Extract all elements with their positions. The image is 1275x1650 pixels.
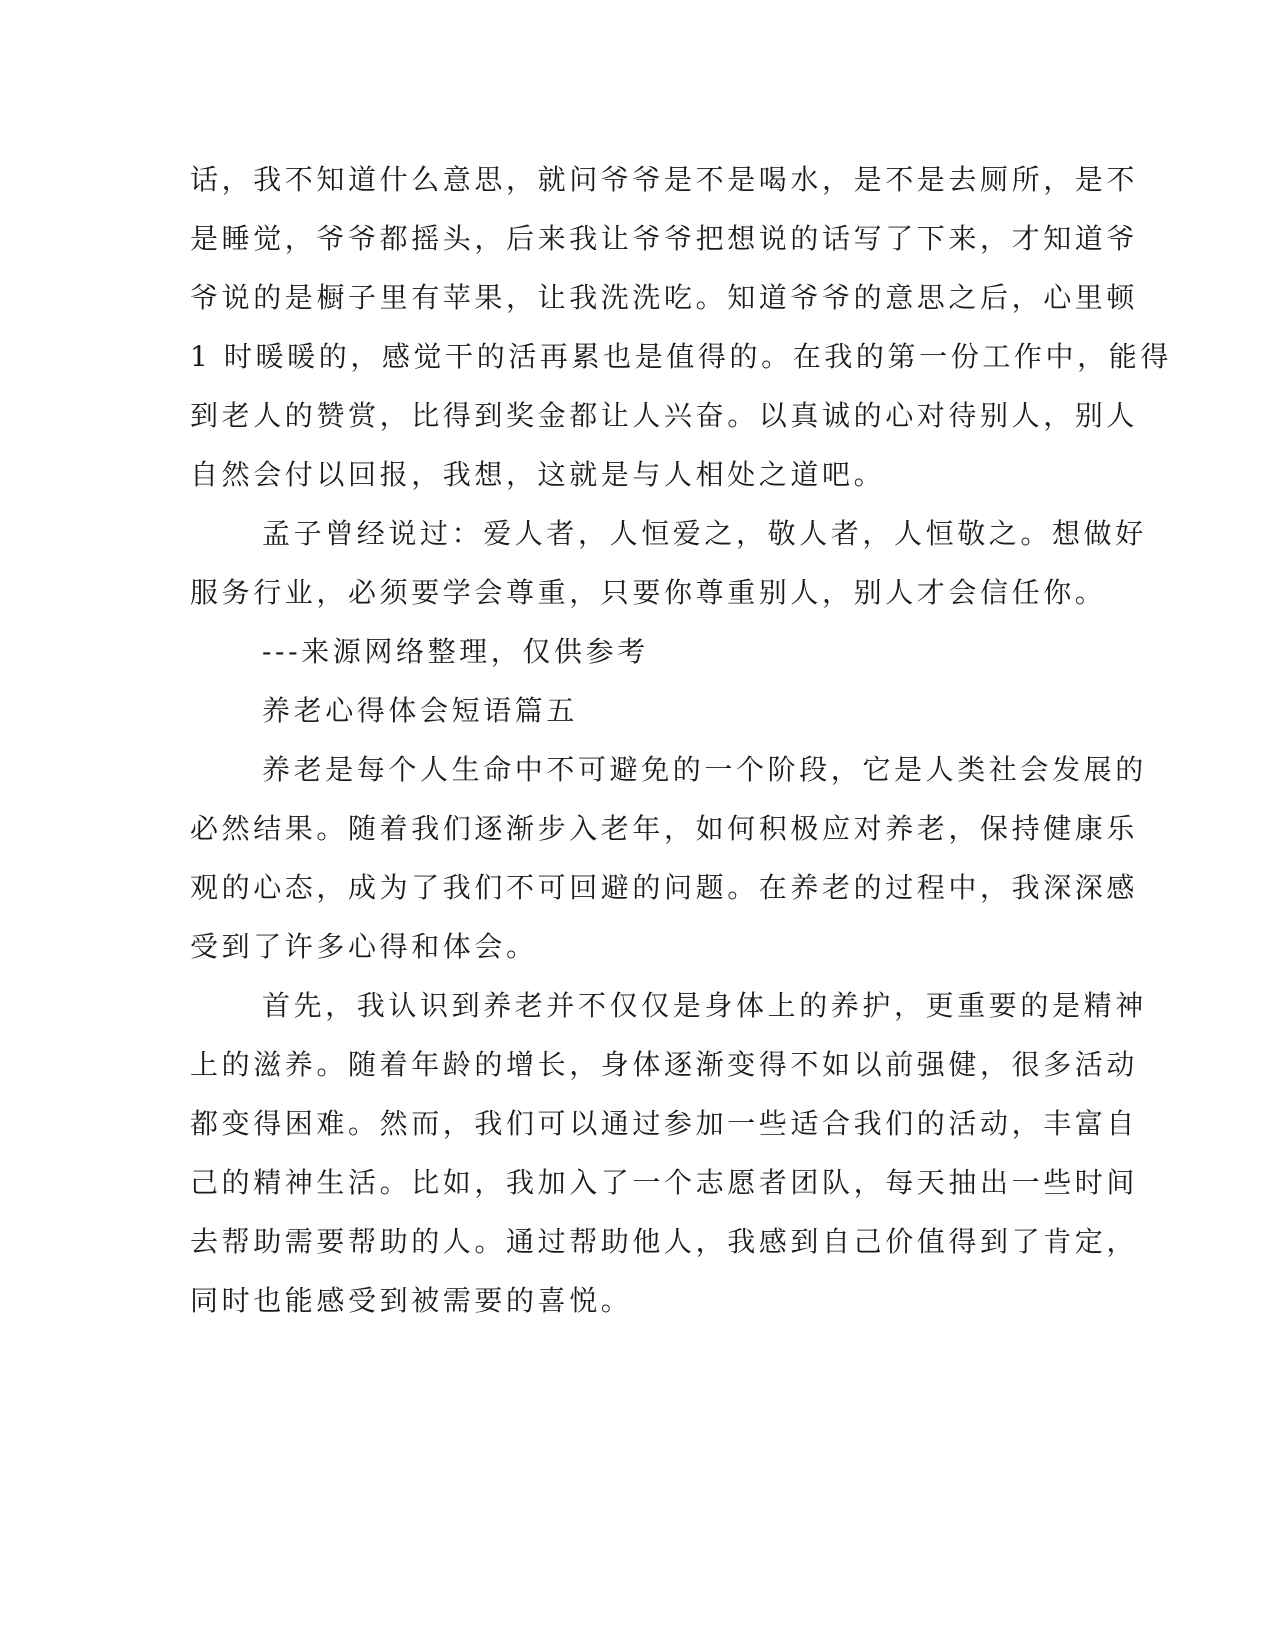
text-line: 自然会付以回报，我想，这就是与人相处之道吧。 [190, 458, 886, 491]
text-line: 去帮助需要帮助的人。通过帮助他人，我感到自己价值得到了肯定， [190, 1225, 1139, 1258]
text-line: 到老人的赞赏，比得到奖金都让人兴奋。以真诚的心对待别人，别人 [190, 399, 1139, 432]
section-heading: 养老心得体会短语篇五 [262, 694, 579, 727]
text-line: 同时也能感受到被需要的喜悦。 [190, 1284, 633, 1317]
paragraph-first-line: 养老是每个人生命中不可避免的一个阶段，它是人类社会发展的 [262, 753, 1147, 786]
text-line: 爷说的是橱子里有苹果，让我洗洗吃。知道爷爷的意思之后，心里顿 [190, 281, 1139, 314]
text-line: 观的心态，成为了我们不可回避的问题。在养老的过程中，我深深感 [190, 871, 1139, 904]
text-line: 必然结果。随着我们逐渐步入老年，如何积极应对养老，保持健康乐 [190, 812, 1139, 845]
paragraph-first-line: 孟子曾经说过：爱人者，人恒爱之，敬人者，人恒敬之。想做好 [262, 517, 1147, 550]
text-line: 话，我不知道什么意思，就问爷爷是不是喝水，是不是去厕所，是不 [190, 163, 1139, 196]
paragraph-first-line: 首先，我认识到养老并不仅仅是身体上的养护，更重要的是精神 [262, 989, 1147, 1022]
text-line: 是睡觉，爷爷都摇头，后来我让爷爷把想说的话写了下来，才知道爷 [190, 222, 1139, 255]
text-line: 己的精神生活。比如，我加入了一个志愿者团队，每天抽出一些时间 [190, 1166, 1139, 1199]
text-line: 都变得困难。然而，我们可以通过参加一些适合我们的活动，丰富自 [190, 1107, 1139, 1140]
text-line: 上的滋养。随着年龄的增长，身体逐渐变得不如以前强健，很多活动 [190, 1048, 1139, 1081]
text-line: 服务行业，必须要学会尊重，只要你尊重别人，别人才会信任你。 [190, 576, 1107, 609]
source-note: ---来源网络整理，仅供参考 [262, 635, 649, 668]
text-line: 1 时暖暖的，感觉干的活再累也是值得的。在我的第一份工作中，能得 [190, 340, 1172, 373]
text-line: 受到了许多心得和体会。 [190, 930, 538, 963]
